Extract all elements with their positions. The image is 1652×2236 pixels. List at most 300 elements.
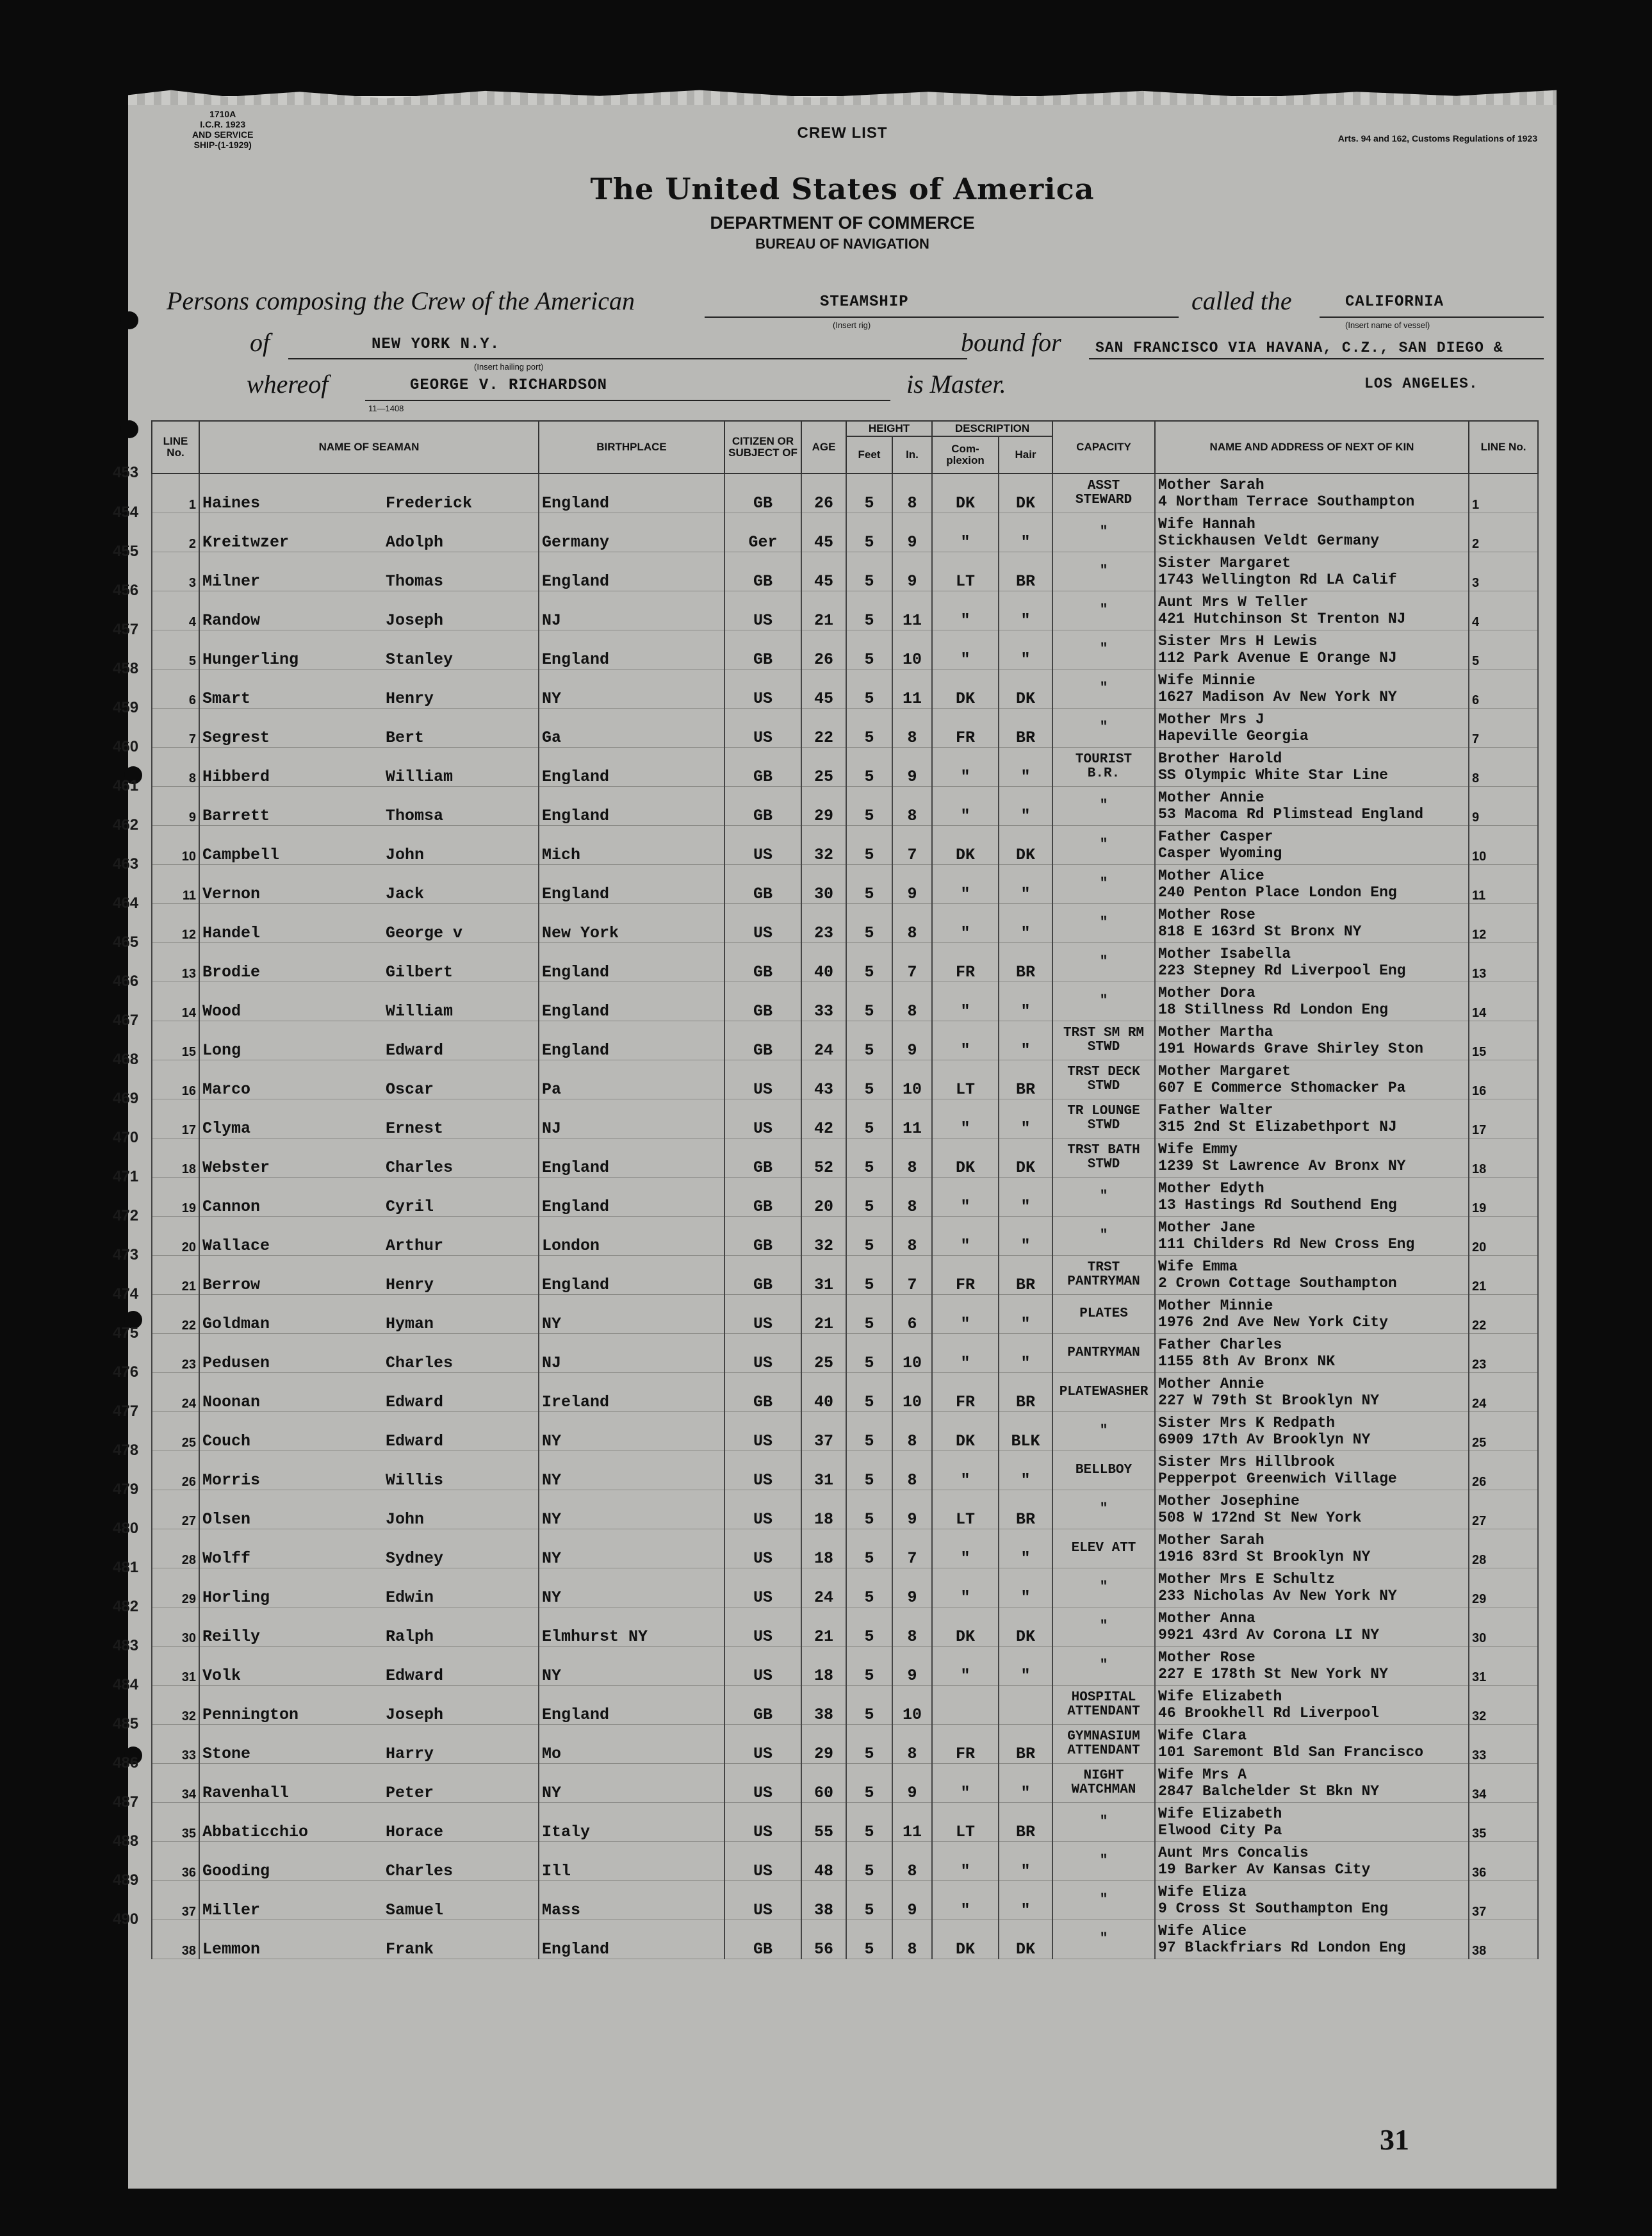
handwritten-number: 478	[113, 1442, 139, 1459]
capacity: "	[1052, 552, 1155, 591]
seaman-name	[199, 1060, 539, 1099]
complexion: "	[932, 904, 999, 943]
line-number: 34	[152, 1764, 199, 1803]
hair: BR	[999, 1725, 1052, 1764]
kin-name: Mother Mrs E Schultz	[1158, 1571, 1336, 1588]
next-of-kin	[1155, 943, 1469, 982]
kin-address: 4 Northam Terrace Southampton	[1158, 493, 1415, 510]
kin-address: 9 Cross St Southampton Eng	[1158, 1900, 1388, 1917]
kin-address: 508 W 172nd St New York	[1158, 1509, 1362, 1526]
birthplace: New York	[539, 904, 724, 943]
kin-address: 233 Nicholas Av New York NY	[1158, 1588, 1397, 1604]
capacity: TR LOUNGE STWD	[1052, 1099, 1155, 1139]
line-number: 13	[152, 943, 199, 982]
called-label: called the	[1191, 286, 1292, 315]
table-row	[152, 1139, 1538, 1178]
kin-name: Wife Emmy	[1158, 1141, 1238, 1158]
next-of-kin	[1155, 1568, 1469, 1607]
given-name: John	[386, 1510, 425, 1529]
height-feet: 5	[846, 1725, 892, 1764]
complexion: FR	[932, 943, 999, 982]
given-name: Charles	[386, 1862, 454, 1880]
capacity: "	[1052, 1178, 1155, 1217]
kin-name: Sister Mrs K Redpath	[1158, 1415, 1336, 1431]
capacity: "	[1052, 591, 1155, 630]
given-name: Peter	[386, 1784, 434, 1802]
line-number: 37	[152, 1881, 199, 1920]
next-of-kin	[1155, 473, 1469, 513]
line-number: 18	[152, 1139, 199, 1178]
height-inches: 9	[892, 748, 932, 787]
next-of-kin	[1155, 904, 1469, 943]
rig-underline	[705, 316, 1179, 318]
kin-address: 6909 17th Av Brooklyn NY	[1158, 1431, 1371, 1448]
capacity: NIGHT WATCHMAN	[1052, 1764, 1155, 1803]
height-inches: 7	[892, 1256, 932, 1295]
height-feet: 5	[846, 982, 892, 1021]
next-of-kin	[1155, 826, 1469, 865]
surname: Randow	[202, 611, 261, 630]
complexion: "	[932, 1178, 999, 1217]
height-inches: 9	[892, 1881, 932, 1920]
kin-name: Sister Mrs H Lewis	[1158, 633, 1318, 650]
kin-name: Wife Minnie	[1158, 672, 1255, 689]
citizenship: US	[724, 1803, 801, 1842]
age: 29	[801, 787, 846, 826]
birthplace: NY	[539, 670, 724, 709]
table-row	[152, 1647, 1538, 1686]
height-feet: 5	[846, 1178, 892, 1217]
table-row	[152, 787, 1538, 826]
line-number-right: 30	[1469, 1607, 1538, 1647]
line-number-right: 1	[1469, 473, 1538, 513]
line-number-right: 31	[1469, 1647, 1538, 1686]
table-row	[152, 1725, 1538, 1764]
complexion: DK	[932, 473, 999, 513]
line-number: 3	[152, 552, 199, 591]
surname: Gooding	[202, 1862, 270, 1880]
hair: BR	[999, 552, 1052, 591]
hair: "	[999, 1295, 1052, 1334]
height-inches: 8	[892, 1139, 932, 1178]
line-number-right: 12	[1469, 904, 1538, 943]
kin-name: Mother Annie	[1158, 1376, 1264, 1392]
complexion: DK	[932, 1139, 999, 1178]
height-inches: 9	[892, 1764, 932, 1803]
birthplace: Elmhurst NY	[539, 1607, 724, 1647]
small-code: 11—1408	[368, 404, 404, 413]
hair: DK	[999, 1607, 1052, 1647]
line-number: 38	[152, 1920, 199, 1959]
kin-name: Mother Dora	[1158, 985, 1255, 1001]
citizenship: US	[724, 1842, 801, 1881]
line-number-right: 29	[1469, 1568, 1538, 1607]
height-inches: 11	[892, 1803, 932, 1842]
given-name: Arthur	[386, 1237, 444, 1255]
line-number-right: 16	[1469, 1060, 1538, 1099]
age: 26	[801, 630, 846, 670]
next-of-kin	[1155, 1920, 1469, 1959]
given-name: Ernest	[386, 1119, 444, 1138]
capacity: TRST SM RM STWD	[1052, 1021, 1155, 1060]
handwritten-number: 473	[113, 1246, 139, 1263]
height-feet: 5	[846, 865, 892, 904]
handwritten-number: 490	[113, 1911, 139, 1928]
complexion: FR	[932, 1256, 999, 1295]
birthplace: England	[539, 1021, 724, 1060]
kin-name: Sister Margaret	[1158, 555, 1291, 571]
handwritten-number: 465	[113, 933, 139, 951]
citizenship: US	[724, 1529, 801, 1568]
capacity: "	[1052, 1217, 1155, 1256]
height-inches: 8	[892, 1725, 932, 1764]
line-number-right: 38	[1469, 1920, 1538, 1959]
birthplace: Pa	[539, 1060, 724, 1099]
handwritten-number: 471	[113, 1168, 139, 1185]
height-inches: 10	[892, 1334, 932, 1373]
department: DEPARTMENT OF COMMERCE	[710, 213, 975, 233]
header-kin: NAME AND ADDRESS OF NEXT OF KIN	[1155, 421, 1469, 473]
line-number-right: 10	[1469, 826, 1538, 865]
height-feet: 5	[846, 1021, 892, 1060]
complexion: "	[932, 513, 999, 552]
line-number-right: 13	[1469, 943, 1538, 982]
form-code-line: I.C.R. 1923	[200, 119, 246, 129]
citizenship: US	[724, 1334, 801, 1373]
kin-address: 315 2nd St Elizabethport NJ	[1158, 1119, 1397, 1135]
table-row	[152, 1803, 1538, 1842]
height-feet: 5	[846, 1373, 892, 1412]
surname: Pedusen	[202, 1354, 270, 1372]
table-row	[152, 1607, 1538, 1647]
citizenship: GB	[724, 787, 801, 826]
surname: Goldman	[202, 1315, 270, 1333]
complexion: LT	[932, 1490, 999, 1529]
line-number: 7	[152, 709, 199, 748]
seaman-name	[199, 1295, 539, 1334]
capacity: GYMNASIUM ATTENDANT	[1052, 1725, 1155, 1764]
birthplace: England	[539, 943, 724, 982]
hair: "	[999, 591, 1052, 630]
height-inches: 9	[892, 1568, 932, 1607]
height-feet: 5	[846, 1295, 892, 1334]
next-of-kin	[1155, 1021, 1469, 1060]
given-name: Ralph	[386, 1627, 434, 1646]
height-feet: 5	[846, 1099, 892, 1139]
surname: Marco	[202, 1080, 251, 1099]
line-number: 17	[152, 1099, 199, 1139]
given-name: William	[386, 768, 454, 786]
hair: "	[999, 1881, 1052, 1920]
next-of-kin	[1155, 1295, 1469, 1334]
handwritten-number: 475	[113, 1324, 139, 1342]
birthplace: England	[539, 982, 724, 1021]
kin-address: 111 Childers Rd New Cross Eng	[1158, 1236, 1415, 1253]
given-name: William	[386, 1002, 454, 1021]
capacity: ASST STEWARD	[1052, 473, 1155, 513]
citizenship: US	[724, 826, 801, 865]
handwritten-number: 485	[113, 1715, 139, 1732]
height-inches: 10	[892, 1686, 932, 1725]
line-number-right: 36	[1469, 1842, 1538, 1881]
capacity: "	[1052, 1490, 1155, 1529]
complexion: "	[932, 1334, 999, 1373]
seaman-name	[199, 1373, 539, 1412]
line-number: 12	[152, 904, 199, 943]
birthplace: Ireland	[539, 1373, 724, 1412]
hair: "	[999, 1451, 1052, 1490]
master-name: GEORGE V. RICHARDSON	[410, 377, 608, 394]
line-number-right: 5	[1469, 630, 1538, 670]
kin-name: Wife Alice	[1158, 1923, 1247, 1939]
citizenship: GB	[724, 982, 801, 1021]
kin-address: 13 Hastings Rd Southend Eng	[1158, 1197, 1397, 1213]
table-row	[152, 709, 1538, 748]
height-feet: 5	[846, 1060, 892, 1099]
age: 18	[801, 1647, 846, 1686]
surname: Brodie	[202, 963, 261, 982]
height-inches: 8	[892, 1451, 932, 1490]
given-name: Charles	[386, 1158, 454, 1177]
complexion: "	[932, 748, 999, 787]
kin-name: Father Walter	[1158, 1102, 1273, 1119]
given-name: Gilbert	[386, 963, 454, 982]
line-number: 22	[152, 1295, 199, 1334]
surname: Milner	[202, 572, 261, 591]
surname: Stone	[202, 1745, 251, 1763]
given-name: Adolph	[386, 533, 444, 552]
line-number: 14	[152, 982, 199, 1021]
height-feet: 5	[846, 552, 892, 591]
surname: Webster	[202, 1158, 270, 1177]
age: 26	[801, 473, 846, 513]
complexion: LT	[932, 1060, 999, 1099]
port-hint: (Insert hailing port)	[474, 362, 544, 372]
hair: BR	[999, 1803, 1052, 1842]
next-of-kin	[1155, 1803, 1469, 1842]
height-inches: 11	[892, 591, 932, 630]
birthplace: England	[539, 1178, 724, 1217]
line-number: 16	[152, 1060, 199, 1099]
given-name: George v	[386, 924, 463, 942]
citizenship: GB	[724, 1178, 801, 1217]
header-line-no-right: LINE No.	[1469, 421, 1538, 473]
kin-name: Wife Hannah	[1158, 516, 1255, 532]
given-name: Cyril	[386, 1197, 434, 1216]
next-of-kin	[1155, 1139, 1469, 1178]
table-row	[152, 1412, 1538, 1451]
age: 38	[801, 1686, 846, 1725]
hair: BLK	[999, 1412, 1052, 1451]
citizenship: GB	[724, 943, 801, 982]
height-feet: 5	[846, 1686, 892, 1725]
age: 55	[801, 1803, 846, 1842]
kin-address: 240 Penton Place London Eng	[1158, 884, 1397, 901]
handwritten-number: 484	[113, 1676, 139, 1693]
surname: Clyma	[202, 1119, 251, 1138]
height-inches: 10	[892, 1373, 932, 1412]
kin-address: Stickhausen Veldt Germany	[1158, 532, 1380, 549]
next-of-kin	[1155, 982, 1469, 1021]
kin-name: Mother Anna	[1158, 1610, 1255, 1627]
capacity: "	[1052, 1607, 1155, 1647]
line-number-right: 2	[1469, 513, 1538, 552]
surname: Reilly	[202, 1627, 261, 1646]
capacity: "	[1052, 1412, 1155, 1451]
handwritten-number: 481	[113, 1559, 139, 1576]
complexion: "	[932, 1647, 999, 1686]
handwritten-number: 489	[113, 1871, 139, 1889]
hair: "	[999, 865, 1052, 904]
table-row	[152, 1295, 1538, 1334]
citizenship: US	[724, 1295, 801, 1334]
given-name: Sydney	[386, 1549, 444, 1568]
hair: BR	[999, 943, 1052, 982]
surname: Olsen	[202, 1510, 251, 1529]
handwritten-number: 483	[113, 1637, 139, 1654]
age: 21	[801, 1607, 846, 1647]
line-number-right: 21	[1469, 1256, 1538, 1295]
kin-name: Mother Minnie	[1158, 1297, 1273, 1314]
line-number: 36	[152, 1842, 199, 1881]
complexion: "	[932, 1529, 999, 1568]
handwritten-number: 476	[113, 1363, 139, 1381]
birthplace: NJ	[539, 591, 724, 630]
handwritten-number: 487	[113, 1793, 139, 1811]
line-number: 32	[152, 1686, 199, 1725]
kin-address: 223 Stepney Rd Liverpool Eng	[1158, 962, 1406, 979]
line-number: 2	[152, 513, 199, 552]
handwritten-number: 488	[113, 1832, 139, 1850]
height-feet: 5	[846, 1334, 892, 1373]
line-number: 35	[152, 1803, 199, 1842]
kin-name: Mother Mrs J	[1158, 711, 1264, 728]
height-feet: 5	[846, 787, 892, 826]
seaman-name	[199, 826, 539, 865]
next-of-kin	[1155, 748, 1469, 787]
handwritten-number: 454	[113, 504, 139, 521]
height-feet: 5	[846, 591, 892, 630]
next-of-kin	[1155, 1647, 1469, 1686]
kin-address: 18 Stillness Rd London Eng	[1158, 1001, 1388, 1018]
home-port: NEW YORK N.Y.	[372, 336, 500, 353]
handwritten-number: 460	[113, 738, 139, 755]
handwritten-number: 470	[113, 1129, 139, 1146]
table-row	[152, 513, 1538, 552]
next-of-kin	[1155, 1842, 1469, 1881]
citizenship: GB	[724, 748, 801, 787]
next-of-kin	[1155, 1334, 1469, 1373]
birthplace: England	[539, 865, 724, 904]
given-name: Joseph	[386, 1706, 444, 1724]
birthplace: England	[539, 1139, 724, 1178]
line-number-right: 20	[1469, 1217, 1538, 1256]
seaman-name	[199, 1490, 539, 1529]
surname: Campbell	[202, 846, 280, 864]
surname: Abbaticchio	[202, 1823, 309, 1841]
height-inches: 11	[892, 1099, 932, 1139]
height-inches: 8	[892, 1842, 932, 1881]
capacity: "	[1052, 1881, 1155, 1920]
surname: Barrett	[202, 807, 270, 825]
age: 18	[801, 1490, 846, 1529]
citizenship: US	[724, 1060, 801, 1099]
given-name: Samuel	[386, 1901, 444, 1920]
complexion: "	[932, 982, 999, 1021]
age: 32	[801, 826, 846, 865]
citizenship: GB	[724, 1256, 801, 1295]
kin-address: 46 Brookhell Rd Liverpool	[1158, 1705, 1380, 1722]
birthplace: NY	[539, 1451, 724, 1490]
hair: "	[999, 1334, 1052, 1373]
age: 29	[801, 1725, 846, 1764]
height-feet: 5	[846, 513, 892, 552]
complexion: FR	[932, 709, 999, 748]
line-number-right: 37	[1469, 1881, 1538, 1920]
age: 21	[801, 1295, 846, 1334]
given-name: Hyman	[386, 1315, 434, 1333]
given-name: Oscar	[386, 1080, 434, 1099]
age: 22	[801, 709, 846, 748]
surname: Hungerling	[202, 650, 299, 669]
age: 45	[801, 513, 846, 552]
complexion: LT	[932, 552, 999, 591]
master-underline	[365, 400, 890, 401]
height-inches: 9	[892, 865, 932, 904]
line-number: 9	[152, 787, 199, 826]
table-row	[152, 1568, 1538, 1607]
age: 45	[801, 670, 846, 709]
hair	[999, 1686, 1052, 1725]
age: 60	[801, 1764, 846, 1803]
given-name: Harry	[386, 1745, 434, 1763]
height-inches: 9	[892, 1647, 932, 1686]
kin-address: Hapeville Georgia	[1158, 728, 1309, 744]
line-number: 21	[152, 1256, 199, 1295]
table-row	[152, 473, 1538, 513]
table-row	[152, 904, 1538, 943]
height-feet: 5	[846, 1490, 892, 1529]
surname: Wolff	[202, 1549, 251, 1568]
height-feet: 5	[846, 1217, 892, 1256]
seaman-name	[199, 982, 539, 1021]
given-name: Stanley	[386, 650, 454, 669]
age: 20	[801, 1178, 846, 1217]
torn-top-edge	[128, 88, 1557, 105]
kin-name: Mother Sarah	[1158, 1532, 1264, 1549]
given-name: Frank	[386, 1940, 434, 1959]
height-feet: 5	[846, 670, 892, 709]
height-feet: 5	[846, 1451, 892, 1490]
age: 31	[801, 1451, 846, 1490]
birthplace: Italy	[539, 1803, 724, 1842]
table-row	[152, 1060, 1538, 1099]
birthplace: NJ	[539, 1099, 724, 1139]
complexion: DK	[932, 1920, 999, 1959]
next-of-kin	[1155, 709, 1469, 748]
capacity: TRST BATH STWD	[1052, 1139, 1155, 1178]
table-row	[152, 1256, 1538, 1295]
handwritten-number: 474	[113, 1285, 139, 1303]
table-row	[152, 1881, 1538, 1920]
line-number: 25	[152, 1412, 199, 1451]
kin-address: 1155 8th Av Bronx NK	[1158, 1353, 1336, 1370]
height-inches: 8	[892, 787, 932, 826]
citizenship: US	[724, 591, 801, 630]
line-number-right: 15	[1469, 1021, 1538, 1060]
handwritten-number: 477	[113, 1402, 139, 1420]
kin-address: SS Olympic White Star Line	[1158, 767, 1388, 784]
